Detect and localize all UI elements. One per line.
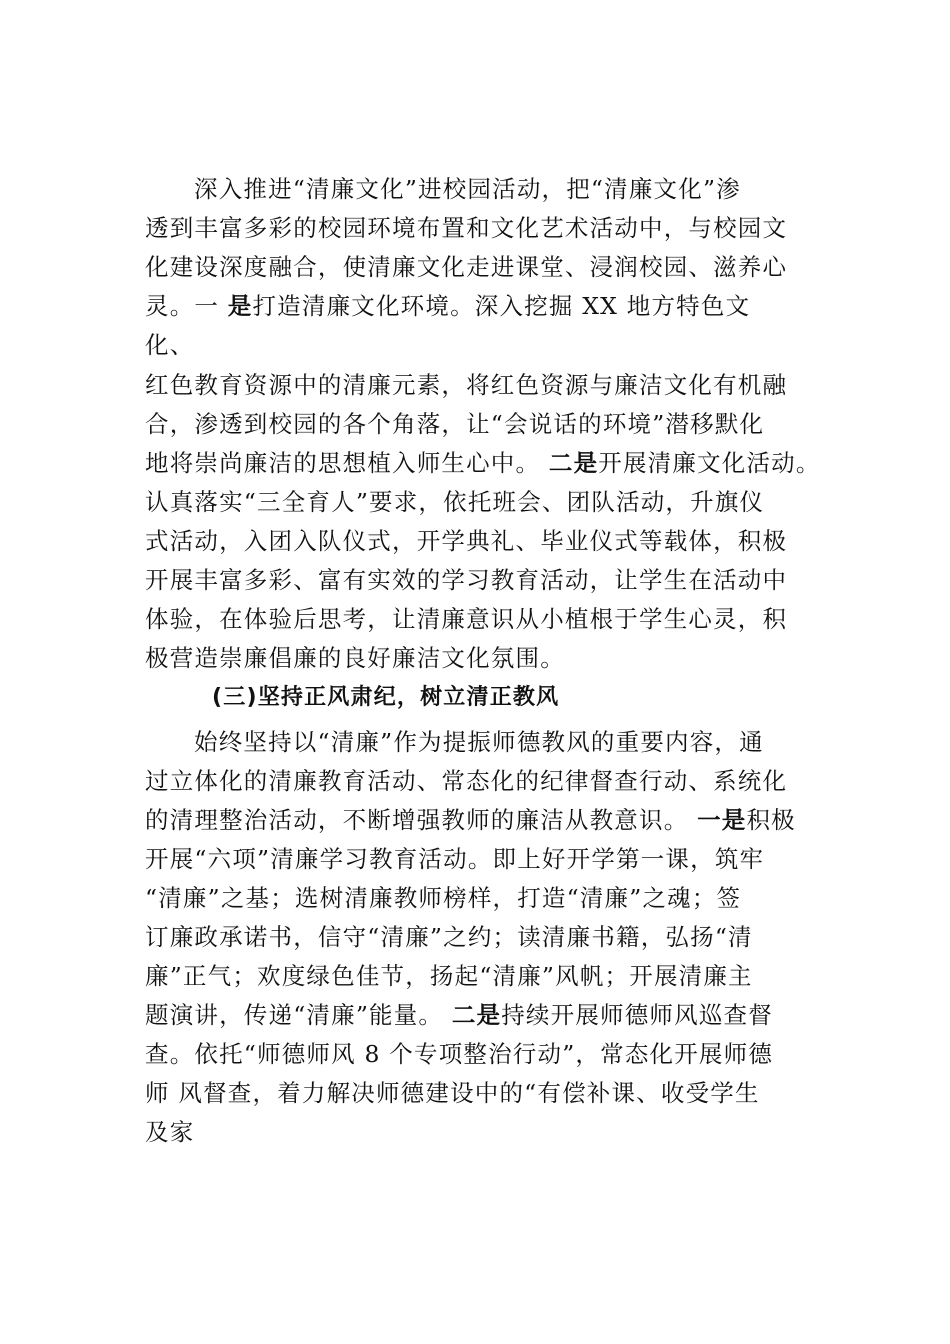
para1-line-8-text-c: 开展清廉文化活动。: [598, 449, 821, 477]
para2-line-10: 师 风督查，着力解决师德建设中的“有偿补课、收受学生: [145, 1079, 760, 1107]
para1-line-3: 化建设深度融合，使清廉文化走进课堂、浸润校园、滋养心: [145, 253, 788, 281]
para2-line-8-text-c: 持续开展师德师风巡查督: [501, 1001, 773, 1029]
para2-line-11: 及家: [145, 1118, 195, 1146]
para1-line-6: 红色教育资源中的清廉元素，将红色资源与廉洁文化有机融: [145, 371, 788, 399]
para1-line-10: 式活动，入团入队仪式，开学典礼、毕业仪式等载体，积极: [145, 527, 788, 555]
para1-line-4-text-c: 打造清廉文化环境。深入挖掘 XX 地方特色文: [252, 292, 751, 320]
para2-line-6: 订廉政承诺书，信守“清廉”之约；读清廉书籍，弘扬“清: [145, 923, 753, 951]
para1-line-4: [145, 288, 750, 324]
para2-line-8-text-a: 题演讲，传递“清廉”能量。: [145, 1001, 452, 1029]
para1-line-7: 合，渗透到校园的各个角落，让“会说话的环境”潜移默化: [145, 410, 765, 438]
para1-line-8-text-a: 地将崇尚廉洁的思想植入师生心中。: [145, 449, 549, 477]
para2-line-7: 廉”正气；欢度绿色佳节，扬起“清廉”风帆；开展清廉主: [145, 962, 753, 990]
para2-line-3: [145, 802, 796, 838]
para1-line-12: 体验，在体验后思考，让清廉意识从小植根于学生心灵，积: [145, 605, 788, 633]
para1-emphasis-er-shi: 二是: [548, 449, 599, 477]
para1-line-4-text-a: 灵。一: [145, 292, 228, 320]
para2-emphasis-er-shi: 二是: [451, 1001, 502, 1029]
para1-line-9: 认真落实“三全育人”要求，依托班会、团队活动，升旗仪: [145, 488, 765, 516]
para2-line-3-text-a: 的清理整治活动，不断增强教师的廉洁从教意识。: [145, 806, 698, 834]
para2-emphasis-yi-shi: 一是: [697, 806, 747, 834]
para2-line-9: 查。依托“师德师风 8 个专项整治行动”，常态化开展师德: [145, 1040, 774, 1068]
para2-line-4: 开展“六项”清廉学习教育活动。即上好开学第一课，筑牢: [145, 845, 765, 873]
para1-line-5: 化、: [145, 331, 195, 359]
para2-line-2: 过立体化的清廉教育活动、常态化的纪律督查行动、系统化: [145, 767, 788, 795]
para1-line-1: 深入推进“清廉文化”进校园活动，把“清廉文化”渗: [194, 175, 741, 203]
para2-line-8: [145, 997, 773, 1033]
para1-line-13: 极营造崇廉倡廉的良好廉洁文化氛围。: [145, 644, 565, 672]
para1-line-2: 透到丰富多彩的校园环境布置和文化艺术活动中，与校园文: [145, 214, 788, 242]
para2-line-5: “清廉”之基；选树清廉教师榜样，打造“清廉”之魂；签: [145, 884, 742, 912]
para2-line-3-text-c: 积极: [746, 806, 796, 834]
section-heading-3: (三)坚持正风肃纪，树立清正教风: [212, 685, 560, 710]
para1-emphasis-yi-shi: 是: [227, 292, 253, 320]
para1-line-8: [145, 445, 821, 481]
para2-line-1: 始终坚持以“清廉”作为提振师德教风的重要内容，通: [194, 728, 764, 756]
para1-line-11: 开展丰富多彩、富有实效的学习教育活动，让学生在活动中: [145, 566, 788, 594]
